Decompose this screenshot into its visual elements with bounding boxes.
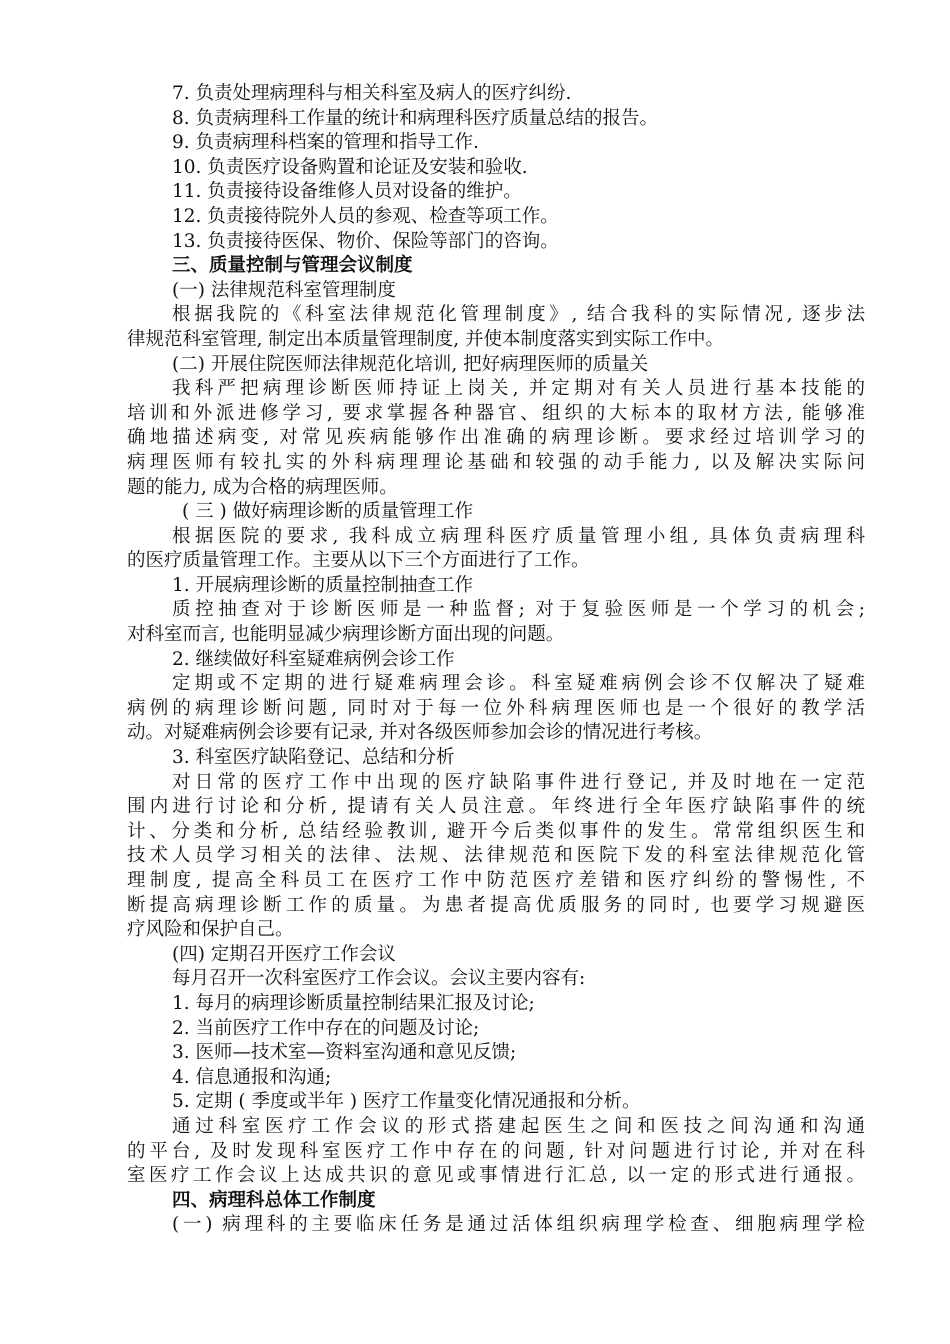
text-line: 7. 负责处理病理科与相关科室及病人的医疗纠纷. <box>172 83 572 104</box>
text-line: 1. 开展病理诊断的质量控制抽查工作 <box>172 574 474 596</box>
text-line: 5. 定期 ( 季度或半年 ) 医疗工作量变化情况通报和分析。 <box>172 1091 641 1113</box>
text-line: 10. 负责医疗设备购置和论证及安装和验收. <box>172 156 528 178</box>
text-line: 我科严把病理诊断医师持证上岗关, 并定期对有关人员进行基本技能的 <box>172 378 865 400</box>
text-line: 质控抽查对于诊断医师是一种监督; 对于复验医师是一个学习的机会; <box>172 599 865 621</box>
text-line: 题的能力, 成为合格的病理医师。 <box>127 476 398 498</box>
text-line: 断提高病理诊断工作的质量。为患者提高优质服务的同时, 也要学习规避医 <box>127 894 865 916</box>
section-heading: 四、病理科总体工作制度 <box>172 1189 376 1211</box>
text-line: 疗风险和保护自己。 <box>127 919 294 941</box>
text-line: 4. 信息通报和沟通; <box>172 1066 332 1088</box>
text-line: 13. 负责接待医保、物价、保险等部门的咨询。 <box>172 230 559 252</box>
text-line: 2. 当前医疗工作中存在的问题及讨论; <box>172 1017 480 1039</box>
section-heading: 三、质量控制与管理会议制度 <box>172 255 413 277</box>
text-line: 律规范科室管理, 制定出本质量管理制度, 并使本制度落实到实际工作中。 <box>127 328 725 350</box>
text-line: 室医疗工作会议上达成共识的意见或事情进行汇总, 以一定的形式进行通报。 <box>127 1165 865 1187</box>
text-line: 病例的病理诊断问题, 同时对于每一位外科病理医师也是一个很好的教学活 <box>127 697 865 719</box>
text-line: 3. 医师—技术室—资料室沟通和意见反馈; <box>172 1042 517 1064</box>
text-line: 1. 每月的病理诊断质量控制结果汇报及讨论; <box>172 992 535 1014</box>
text-line: 对科室而言, 也能明显减少病理诊断方面出现的问题。 <box>127 624 565 646</box>
text-line: 对日常的医疗工作中出现的医疗缺陷事件进行登记, 并及时地在一定范 <box>172 771 865 793</box>
text-line: 的医疗质量管理工作。主要从以下三个方面进行了工作。 <box>127 550 590 572</box>
text-line: 确地描述病变, 对常见疾病能够作出准确的病理诊断。要求经过培训学习的 <box>127 427 865 449</box>
text-line: 动。对疑难病例会诊要有记录, 并对各级医师参加会诊的情况进行考核。 <box>127 722 713 744</box>
text-line: 的平台, 及时发现科室医疗工作中存在的问题, 针对问题进行讨论, 并对在科 <box>127 1140 865 1162</box>
text-line: 2. 继续做好科室疑难病例会诊工作 <box>172 648 455 670</box>
text-line: 9. 负责病理科档案的管理和指导工作. <box>172 132 479 154</box>
text-line: 理制度, 提高全科员工在医疗工作中防范医疗差错和医疗纠纷的警惕性, 不 <box>127 870 865 891</box>
text-line: (四) 定期召开医疗工作会议 <box>172 943 396 965</box>
text-line: 计、分类和分析, 总结经验教训, 避开今后类似事件的发生。常常组织医生和 <box>127 820 865 842</box>
text-line: 通过科室医疗工作会议的形式搭建起医生之间和医技之间沟通和沟通 <box>172 1115 865 1137</box>
text-line: (二) 开展住院医师法律规范化培训, 把好病理医师的质量关 <box>172 353 649 375</box>
document-page <box>127 82 865 1238</box>
text-line: 8. 负责病理科工作量的统计和病理科医疗质量总结的报告。 <box>172 107 659 129</box>
text-line: 培训和外派进修学习, 要求掌握各种器官、组织的大标本的取材方法, 能够准 <box>127 402 865 424</box>
text-line: 围内进行讨论和分析, 提请有关人员注意。年终进行全年医疗缺陷事件的统 <box>127 796 865 818</box>
text-line: 12. 负责接待院外人员的参观、检查等项工作。 <box>172 205 559 227</box>
text-line: 11. 负责接待设备维修人员对设备的维护。 <box>172 181 522 203</box>
text-line: 病理医师有较扎实的外科病理理论基础和较强的动手能力, 以及解决实际问 <box>127 451 865 473</box>
text-line: (一) 法律规范科室管理制度 <box>172 279 396 301</box>
text-line: 根据医院的要求, 我科成立病理科医疗质量管理小组, 具体负责病理科 <box>172 525 865 547</box>
text-line: 每月召开一次科室医疗工作会议。会议主要内容有: <box>172 968 586 990</box>
text-line: 技术人员学习相关的法律、法规、法律规范和医院下发的科室法律规范化管 <box>127 845 865 867</box>
text-line: (一) 病理科的主要临床任务是通过活体组织病理学检查、细胞病理学检 <box>172 1214 865 1236</box>
text-line: ( 三 ) 做好病理诊断的质量管理工作 <box>182 501 474 523</box>
text-line: 根据我院的《科室法律规范化管理制度》, 结合我科的实际情况, 逐步法 <box>172 304 865 326</box>
text-line: 定期或不定期的进行疑难病理会诊。科室疑难病例会诊不仅解决了疑难 <box>172 673 865 695</box>
text-line: 3. 科室医疗缺陷登记、总结和分析 <box>172 747 455 769</box>
